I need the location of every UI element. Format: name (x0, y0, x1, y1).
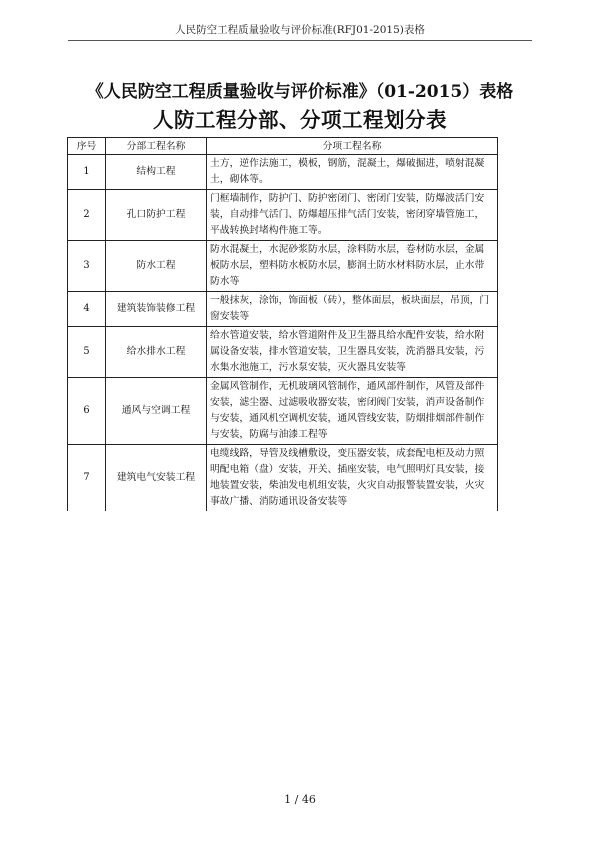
row-number: 5 (68, 327, 106, 378)
table-row (68, 155, 498, 190)
subitem-list: 门框墙制作，防护门、防护密闭门、密闭门安装，防爆波活门安装，自动排气活门、防爆超压排气活门安装，密闭穿墙管施工，平战转换封堵构件施工等。 (207, 190, 498, 241)
row-number: 1 (68, 155, 106, 190)
subitem-list: 土方，逆作法施工，模板，钢筋，混凝土，爆破掘进，喷射混凝土，砌体等。 (207, 155, 498, 190)
table-row (68, 190, 498, 241)
division-name: 防水工程 (106, 241, 207, 292)
row-number: 7 (68, 445, 106, 512)
table-row (68, 445, 498, 512)
table-row (68, 327, 498, 378)
subitem-list: 给水管道安装，给水管道附件及卫生器具给水配件安装，给水附属设备安装，排水管道安装，卫生器具安装，洗消器具安装，污水集水池施工，污水泵安装，灭火器具安装等 (207, 327, 498, 378)
division-name: 通风与空调工程 (106, 378, 207, 445)
subitem-list: 防水混凝土，水泥砂浆防水层，涂料防水层，卷材防水层，金属板防水层，塑料防水板防水层，膨润土防水材料防水层，止水带防水等 (207, 241, 498, 292)
division-name: 结构工程 (106, 155, 207, 190)
section-title: 人防工程分部、分项工程划分表 (153, 108, 447, 132)
division-name: 建筑装饰装修工程 (106, 292, 207, 327)
subitem-list: 金属风管制作，无机玻璃风管制作，通风部件制作，风管及部件安装，滤尘器、过滤吸收器安装，密闭阀门安装，消声设备制作与安装，通风机空调机安装，通风管线安装，防烟排烟部件制作与安装，防腐与油漆工程等 (207, 378, 498, 445)
subitem-list: 一般抹灰，涂饰，饰面板（砖），整体面层，板块面层，吊顶，门窗安装等 (207, 292, 498, 327)
running-header: 人民防空工程质量验收与评价标准(RFJ01-2015)表格 (175, 24, 425, 36)
header-no: 序号 (68, 138, 106, 155)
document-title: 《人民防空工程质量验收与评价标准》（01-2015）表格 (86, 82, 514, 102)
table-row (68, 292, 498, 327)
division-table (67, 137, 498, 511)
division-name: 给水排水工程 (106, 327, 207, 378)
table-row (68, 378, 498, 445)
header-division: 分部工程名称 (106, 138, 207, 155)
row-number: 3 (68, 241, 106, 292)
subitem-list: 电缆线路，导管及线槽敷设，变压器安装，成套配电柜及动力照明配电箱（盘）安装，开关、插座安装，电气照明灯具安装，接地装置安装，柴油发电机组安装，火灾自动报警装置安装，火灾事故广播、消防通讯设备安装等 (207, 445, 498, 512)
division-name: 建筑电气安装工程 (106, 445, 207, 512)
header-subitems: 分项工程名称 (207, 138, 498, 155)
division-name: 孔口防护工程 (106, 190, 207, 241)
page-number: 1 / 46 (284, 793, 316, 806)
header-rule (68, 40, 532, 41)
row-number: 2 (68, 190, 106, 241)
row-number: 4 (68, 292, 106, 327)
table-row (68, 241, 498, 292)
row-number: 6 (68, 378, 106, 445)
table-header-row (68, 138, 498, 155)
